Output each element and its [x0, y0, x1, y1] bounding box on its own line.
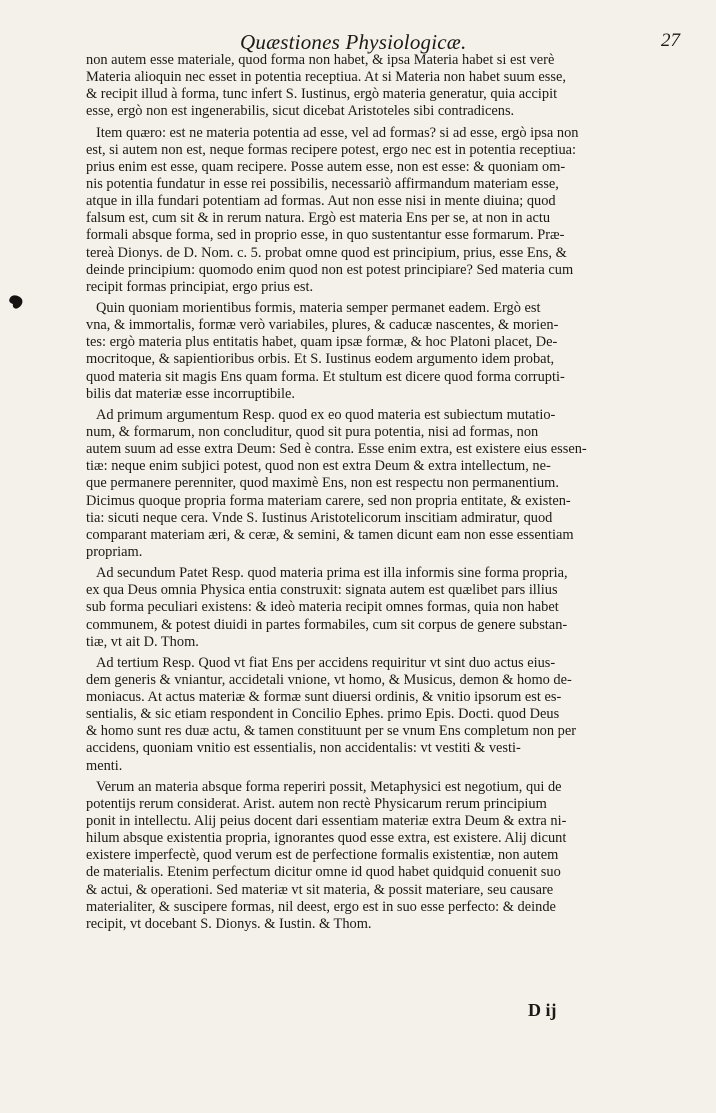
text-line: accidens, quoniam vnitio est essentialis, non accidentalis: vt vestiti & vesti- — [86, 740, 521, 757]
text-line: tia: sicuti neque cera. Vnde S. Iustinus Aristotelicorum inscitiam admiratur, quod — [86, 509, 553, 526]
paragraph — [86, 300, 654, 403]
text-line: nis potentia fundatur in esse rei possibilis, necessariò affirmandum materiam esse, — [86, 175, 559, 192]
text-line: recipit formas principiat, ergo prius est. — [86, 278, 314, 295]
paragraph — [86, 655, 654, 775]
text-line: de materialis. Etenim perfectum dicitur omne id quod habet quidquid conuenit suo — [86, 864, 561, 881]
text-line: existere imperfectè, quod verum est de perfectione formalis existentiæ, non autem — [86, 847, 559, 864]
text-line: bilis dat materiæ esse incorruptibile. — [86, 385, 296, 402]
paragraph — [86, 125, 654, 296]
paragraph — [86, 779, 654, 933]
paragraph — [86, 565, 654, 651]
text-line: materialiter, & suscipere formas, nil deest, ergo est in suo esse perfecto: & deinde — [86, 898, 556, 915]
text-line: prius enim est esse, quam recipere. Posse autem esse, non est esse: & quoniam om- — [86, 158, 566, 175]
text-line: vna, & immortalis, formæ verò variabiles, plures, & caducæ nascentes, & morien- — [86, 317, 559, 334]
text-line: dem generis & vniantur, accidetali vnione, vt homo, & Musicus, demon & homo de- — [86, 671, 572, 688]
text-line: & homo sunt res duæ actu, & tamen constituunt per se vnum Ens completum non per — [86, 723, 577, 740]
paragraph — [86, 407, 654, 561]
text-line: Materia alioquin nec esset in potentia receptiua. At si Materia non habet suum esse, — [86, 69, 566, 86]
text-line: moniacus. At actus materiæ & formæ sunt diuersi ordinis, & vnitio ipsorum est es- — [86, 689, 562, 706]
text-line: est, si autem non est, neque formas recipere potest, ergo nec est in potentia receptiua: — [86, 141, 577, 158]
text-line: Dicimus quoque propria forma materiam carere, sed non propria entitate, & existen- — [86, 492, 571, 509]
text-line: communem, & potest diuidi in partes formabiles, cum sit corpus de genere substan- — [86, 616, 568, 633]
text-line: tes: ergò materia plus entitatis habet, quam ipsæ formæ, & hoc Platoni placet, De- — [86, 334, 558, 351]
running-title: Quæstiones Physiologicæ. — [240, 30, 467, 54]
text-line: & recipit illud à forma, tunc infert S. Iustinus, ergò materia generatur, quia accipit — [86, 86, 558, 103]
text-line: tiæ: neque enim subjici potest, quod non est extra Deum & extra intellectum, ne- — [86, 458, 551, 475]
text-line: tiæ, vt ait D. Thom. — [86, 633, 199, 650]
body-text — [86, 52, 654, 933]
text-line: num, & formarum, non concluditur, quod sit pura potentia, nisi ad formas, non — [86, 423, 539, 440]
text-line: Ad tertium Resp. Quod vt fiat Ens per accidens requiritur vt sint duo actus eius- — [96, 654, 556, 671]
text-line: ex qua Deus omnia Physica entia construxit: signata autem est quælibet pars illius — [86, 582, 558, 599]
text-line: hilum absque existentia propria, ignorantes quod esse extra, est existere. Alij dicunt — [86, 830, 567, 847]
paragraph — [86, 52, 654, 121]
text-line: non autem esse materiale, quod forma non habet, & ipsa Materia habet si est verè — [86, 52, 555, 68]
text-line: Ad primum argumentum Resp. quod ex eo quod materia est subiectum mutatio- — [96, 406, 556, 423]
text-line: sentialis, & sic etiam respondent in Concilio Ephes. primo Epis. Docti. quod Deus — [86, 706, 560, 723]
text-line: falsum est, cum sit & in rerum natura. Ergò est materia Ens per se, at non in actu — [86, 210, 551, 227]
text-line: ponit in intellectu. Alij peius docent dari essentiam materiæ extra Deum & extra ni- — [86, 813, 567, 830]
text-line: Ad secundum Patet Resp. quod materia prima est illa informis sine forma propria, — [96, 565, 568, 582]
text-line: propriam. — [86, 543, 143, 560]
text-line: & actui, & operationi. Sed materiæ vt sit materia, & possit materiare, seu causare — [86, 881, 554, 898]
text-line: formali absque forma, sed in proprio esse, in quo sustentantur esse formarum. Præ- — [86, 227, 565, 244]
text-line: atque in illa fundari potentiam ad formas. Aut non esse nisi in mente diuina; quod — [86, 193, 556, 210]
text-line: tereà Dionys. de D. Nom. c. 5. probat omne quod est principium, prius, esse Ens, & — [86, 244, 567, 261]
text-line: autem suum ad esse extra Deum: Sed è contra. Esse enim extra, est existere eius essen- — [86, 441, 587, 458]
signature-mark: D ij — [528, 1000, 557, 1020]
page-number: 27 — [661, 30, 680, 51]
text-line: menti. — [86, 757, 123, 774]
text-line: potentijs rerum considerat. Arist. autem non rectè Physicarum rerum principium — [86, 795, 547, 812]
text-line: sub forma peculiari existens: & ideò materia recipit omnes formas, quia non habet — [86, 599, 559, 616]
text-line: comparant materiam æri, & ceræ, & semini, & tamen dicunt eam non esse essentiam — [86, 526, 574, 543]
text-line: esse, ergò non est ingenerabilis, sicut dicebat Aristoteles sibi contradicens. — [86, 103, 515, 120]
text-line: mocritoque, & sapientioribus orbis. Et S. Iustinus eodem argumento idem probat, — [86, 351, 555, 368]
text-line: que permanere perenniter, quod maximè Ens, non est respectu non permanentium. — [86, 475, 559, 492]
text-line: Item quæro: est ne materia potentia ad esse, vel ad formas? si ad esse, ergò ipsa non — [96, 124, 579, 141]
text-line: deinde principium: quomodo enim quod non est potest principiare? Sed materia cum — [86, 261, 574, 278]
text-line: quod materia sit magis Ens quam forma. Et stultum est dicere quod forma corrupti- — [86, 368, 565, 385]
text-line: recipit, vt docebant S. Dionys. & Iustin. & Thom. — [86, 915, 372, 932]
text-line: Quin quoniam morientibus formis, materia semper permanet eadem. Ergò est — [96, 299, 541, 316]
text-line: Verum an materia absque forma reperiri possit, Metaphysici est negotium, qui de — [96, 778, 562, 795]
ink-blot-mark — [6, 292, 26, 312]
